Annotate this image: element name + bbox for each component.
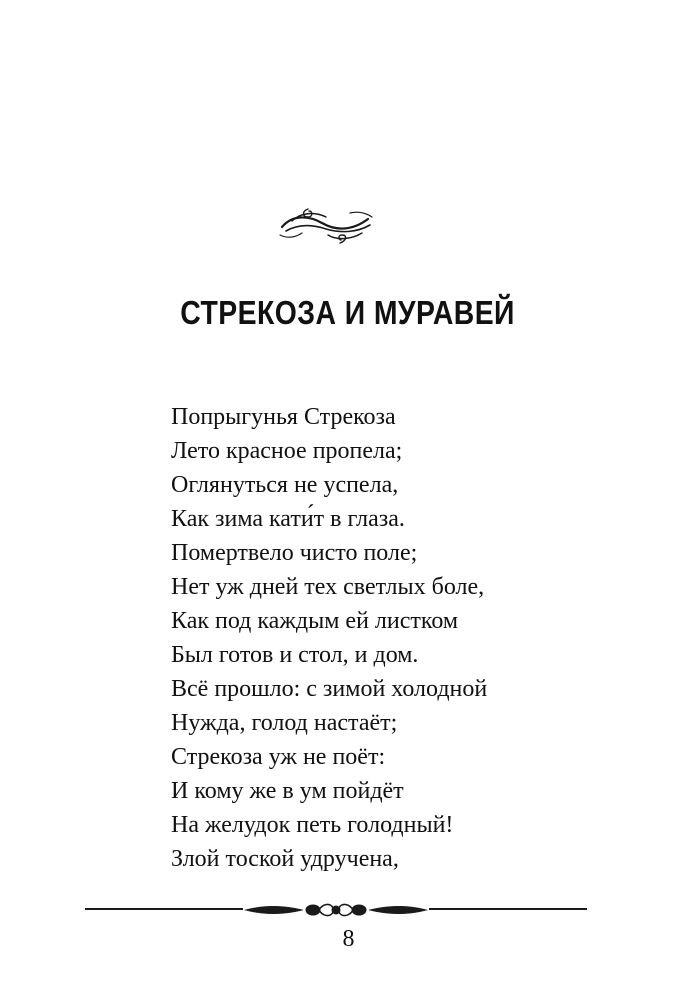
poem-line: Всё прошло: с зимой холодной xyxy=(171,676,488,702)
footer-flourish-ornament-icon xyxy=(243,899,429,921)
poem-line: Злой тоской удручена, xyxy=(171,846,399,872)
page-title: СТРЕКОЗА И МУРАВЕЙ xyxy=(180,294,515,331)
poem-text xyxy=(171,400,487,876)
page-number: 8 xyxy=(342,926,355,952)
poem-line: Попрыгунья Стрекоза xyxy=(171,404,396,430)
poem-line: Как под каждым ей листком xyxy=(171,608,459,634)
poem-line: Нет уж дней тех светлых боле, xyxy=(171,574,485,600)
poem-line: Лето красное пропела; xyxy=(171,438,403,464)
poem-line: Оглянуться не успела, xyxy=(171,472,399,498)
flourish-ornament-icon xyxy=(278,205,374,247)
poem-line: Нужда, голод настаёт; xyxy=(171,710,398,736)
poem-line: На желудок петь голодный! xyxy=(171,812,454,838)
poem-line: Был готов и стол, и дом. xyxy=(171,642,419,668)
poem-line: Помертвело чисто поле; xyxy=(171,540,418,566)
poem-line: И кому же в ум пойдёт xyxy=(171,778,404,804)
poem-line: Как зима кати́т в глаза. xyxy=(171,506,405,532)
poem-line: Стрекоза уж не поёт: xyxy=(171,744,386,770)
